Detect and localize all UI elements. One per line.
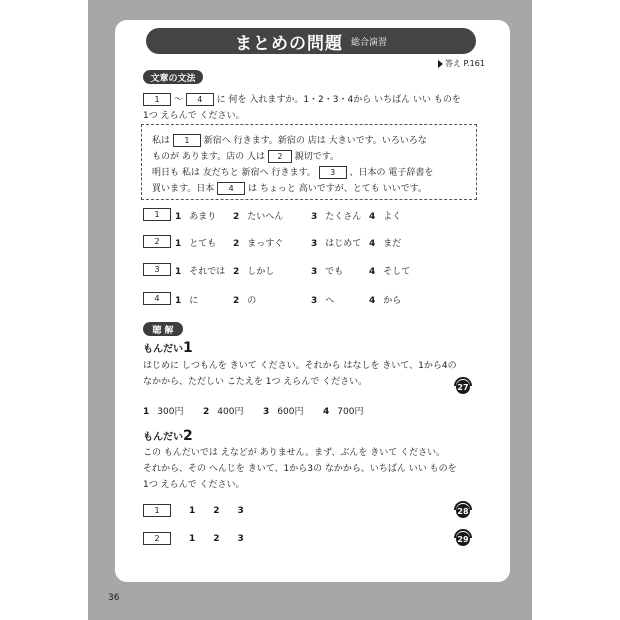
option-text: 400円 <box>217 407 244 417</box>
option-number: 2 <box>203 407 210 417</box>
question-2-option-2 <box>233 236 283 249</box>
option-text: しかし <box>247 267 275 277</box>
mondai-2-line-2: それから、その へんじを きいて、1から3の なかから、いちばん いい ものを <box>143 464 457 474</box>
page-title: まとめの問題 <box>234 33 343 54</box>
option-text: でも <box>325 267 344 277</box>
option-number: 1 <box>143 407 150 417</box>
question-3-option-4 <box>369 264 410 277</box>
question-3-option-3 <box>311 264 343 277</box>
page-subtitle: 総合演習 <box>350 37 387 48</box>
mondai-label: もんだい <box>143 432 183 443</box>
mondai-1-option-4 <box>323 404 363 417</box>
mondai-2-item-1 <box>143 504 244 517</box>
question-1-option-2 <box>233 209 283 222</box>
option-text: 600円 <box>277 407 304 417</box>
option-text: 300円 <box>157 407 184 417</box>
question-number-box: 3 <box>143 263 171 276</box>
option-number: 3 <box>311 267 318 277</box>
title-bar <box>146 28 476 54</box>
choice-number: 1 <box>189 533 196 544</box>
option-text: 700円 <box>337 407 364 417</box>
question-2-option-3 <box>311 236 361 249</box>
option-text: まだ <box>383 239 402 249</box>
question-number-box: 2 <box>143 235 171 248</box>
question-1-option-4 <box>369 209 401 222</box>
choice-number: 2 <box>213 505 220 516</box>
passage-line-2 <box>152 150 339 163</box>
instruction-line-1: 1 〜 4 に 何を 入れますか。1・2・3・4から いちばん いい ものを <box>143 93 461 106</box>
blank-box: 2 <box>268 150 292 163</box>
passage-text: 明日も 私は 友だちと 新宿へ 行きます。 <box>152 168 316 178</box>
option-text: たいへん <box>247 212 284 222</box>
blank-box: 1 <box>173 134 201 147</box>
passage-text: 新宿へ 行きます。新宿の 店は 大きいです。いろいろな <box>203 136 427 146</box>
section-label-text: 聴 解 <box>152 325 174 336</box>
option-text: とても <box>189 239 217 249</box>
option-number: 4 <box>369 296 376 306</box>
option-number: 4 <box>323 407 330 417</box>
option-number: 2 <box>233 239 240 249</box>
item-number-box: 2 <box>143 532 171 545</box>
mondai-1-option-2 <box>203 404 243 417</box>
question-2-option-1 <box>175 236 216 249</box>
option-text: に <box>189 296 199 306</box>
option-text: から <box>383 296 402 306</box>
option-text: そして <box>383 267 411 277</box>
track-number-29: 29 <box>457 535 469 544</box>
passage-text: は ちょっと 高いですが、とても いいです。 <box>248 184 427 194</box>
section-label-listening <box>143 322 183 336</box>
choice-number: 2 <box>213 533 220 544</box>
mondai-2-item-2 <box>143 532 244 545</box>
option-number: 4 <box>369 212 376 222</box>
blank-box: 4 <box>186 93 214 106</box>
option-text: あまり <box>189 212 217 222</box>
passage-text: 、日本の 電子辞書を <box>349 168 434 178</box>
option-number: 3 <box>311 212 318 222</box>
passage-line-4 <box>152 182 427 195</box>
track-number-27: 27 <box>457 383 469 392</box>
page-number: 36 <box>108 593 120 603</box>
option-number: 3 <box>263 407 270 417</box>
mondai-1-line-1: はじめに しつもんを きいて ください。それから はなしを きいて、1から4の <box>143 361 457 371</box>
headphone-icon <box>452 374 474 396</box>
track-number-28: 28 <box>457 507 469 516</box>
passage-text: 親切です。 <box>294 152 340 162</box>
mondai-number: 1 <box>183 340 193 356</box>
mondai-2-line-1: この もんだいでは えなどが ありません。まず、ぶんを きいて ください。 <box>143 448 446 458</box>
mondai-2-line-3: 1つ えらんで ください。 <box>143 480 245 490</box>
question-1-option-1 <box>175 209 216 222</box>
section-label-grammar <box>143 70 203 84</box>
blank-box: 4 <box>217 182 245 195</box>
question-2-option-4 <box>369 236 401 249</box>
mondai-label: もんだい <box>143 344 183 355</box>
mondai-1-line-2: なかから、ただしい こたえを 1つ えらんで ください。 <box>143 377 368 387</box>
option-number: 1 <box>175 267 182 277</box>
question-4-option-3 <box>311 293 334 306</box>
option-number: 4 <box>369 267 376 277</box>
headphone-icon <box>452 526 474 548</box>
option-number: 1 <box>175 239 182 249</box>
option-text: まっすぐ <box>247 239 284 249</box>
passage-line-1 <box>152 134 427 147</box>
mondai-2-heading <box>143 428 193 444</box>
instruction-line-2: 1つ えらんで ください。 <box>143 111 245 121</box>
passage-line-3 <box>152 166 433 179</box>
question-row-4 <box>143 292 171 305</box>
option-number: 4 <box>369 239 376 249</box>
mondai-1-option-1 <box>143 404 183 417</box>
answer-reference <box>438 58 485 69</box>
question-4-option-2 <box>233 293 256 306</box>
option-text: それでは <box>189 267 226 277</box>
headphone-icon <box>452 498 474 520</box>
passage-text: 私は <box>152 136 171 146</box>
blank-box: 1 <box>143 93 171 106</box>
question-row-3 <box>143 263 171 276</box>
mondai-1-option-3 <box>263 404 303 417</box>
mondai-1-heading <box>143 340 193 356</box>
option-number: 2 <box>233 296 240 306</box>
option-number: 2 <box>233 267 240 277</box>
triangle-icon <box>438 60 443 68</box>
question-3-option-2 <box>233 264 274 277</box>
choice-number: 1 <box>189 505 196 516</box>
question-3-option-1 <box>175 264 225 277</box>
option-number: 1 <box>175 212 182 222</box>
question-row-1 <box>143 208 171 221</box>
section-label-text: 文章の文法 <box>150 73 196 84</box>
option-number: 3 <box>311 239 318 249</box>
option-text: へ <box>325 296 335 306</box>
question-1-option-3 <box>311 209 361 222</box>
mondai-number: 2 <box>183 428 193 444</box>
choice-number: 3 <box>237 533 244 544</box>
question-4-option-4 <box>369 293 401 306</box>
item-number-box: 1 <box>143 504 171 517</box>
question-row-2 <box>143 235 171 248</box>
choice-number: 3 <box>237 505 244 516</box>
instruction-text: に 何を 入れますか。1・2・3・4から いちばん いい ものを <box>216 95 461 105</box>
passage-text: ものが あります。店の 人は <box>152 152 266 162</box>
answer-reference-text: 答え P.161 <box>445 59 485 68</box>
option-text: よく <box>383 212 402 222</box>
blank-box: 3 <box>319 166 347 179</box>
option-number: 2 <box>233 212 240 222</box>
question-number-box: 1 <box>143 208 171 221</box>
question-number-box: 4 <box>143 292 171 305</box>
option-text: の <box>247 296 257 306</box>
question-4-option-1 <box>175 293 198 306</box>
passage-text: 買います。日本 <box>152 184 215 194</box>
option-number: 1 <box>175 296 182 306</box>
option-text: はじめて <box>325 239 362 249</box>
option-number: 3 <box>311 296 318 306</box>
option-text: たくさん <box>325 212 362 222</box>
